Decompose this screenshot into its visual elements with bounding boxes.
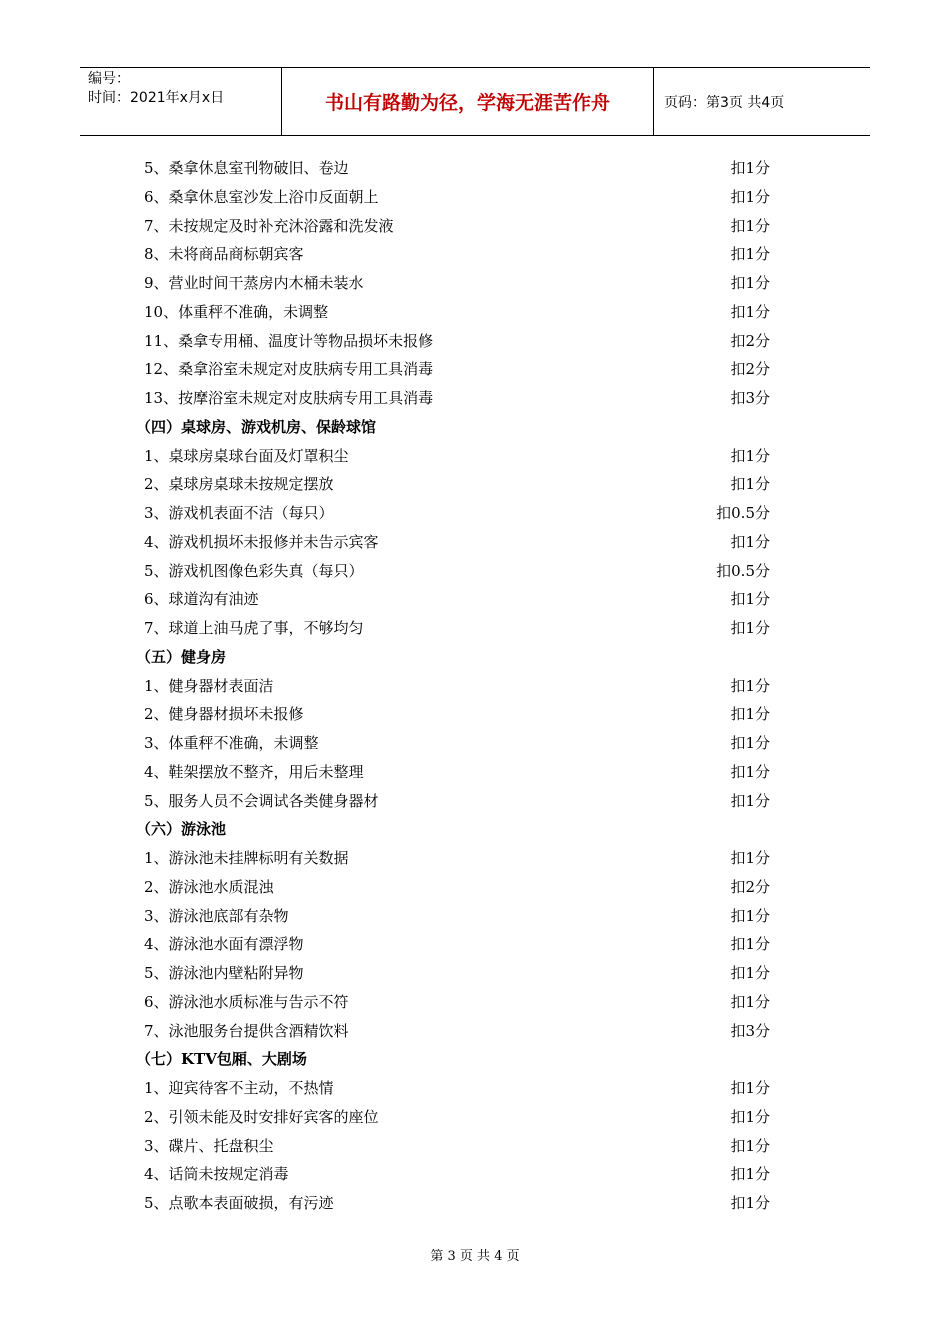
section-title: （七）KTV包厢、大剧场 (136, 1050, 307, 1069)
item-deduction: 扣1分 (730, 1194, 770, 1212)
item-deduction: 扣1分 (730, 216, 770, 235)
list-item (0, 557, 950, 586)
item-deduction: 扣1分 (730, 676, 770, 695)
item-text: 4、游泳池水面有漂浮物 (144, 935, 304, 954)
item-deduction: 扣1分 (730, 906, 770, 925)
list-item (0, 844, 950, 873)
item-text: 4、游戏机损坏未报修并未告示宾客 (144, 532, 379, 551)
item-text: 4、话筒未按规定消毒 (144, 1165, 289, 1184)
item-text: 13、按摩浴室未规定对皮肤病专用工具消毒 (144, 389, 434, 407)
item-text: 10、体重秤不准确，未调整 (144, 302, 329, 321)
item-deduction: 扣1分 (730, 274, 770, 292)
item-deduction: 扣1分 (730, 849, 770, 867)
item-deduction: 扣1分 (730, 1165, 770, 1184)
item-text: 5、游泳池内壁粘附异物 (144, 964, 304, 982)
item-text: 1、迎宾待客不主动，不热情 (144, 1079, 334, 1097)
item-deduction: 扣1分 (730, 446, 770, 465)
list-item (0, 787, 950, 816)
item-deduction: 扣1分 (730, 1079, 770, 1097)
list-item (0, 499, 950, 528)
item-deduction: 扣1分 (730, 1136, 770, 1155)
list-item (0, 700, 950, 729)
list-item (0, 758, 950, 787)
item-deduction: 扣1分 (730, 992, 770, 1011)
list-item (0, 873, 950, 902)
page-header (80, 67, 870, 136)
item-deduction: 扣1分 (730, 791, 770, 810)
list-item (0, 240, 950, 269)
item-deduction: 扣1分 (730, 734, 770, 752)
item-text: 2、桌球房桌球未按规定摆放 (144, 475, 334, 494)
item-text: 11、桑拿专用桶、温度计等物品损坏未报修 (144, 331, 434, 350)
item-text: 12、桑拿浴室未规定对皮肤病专用工具消毒 (144, 360, 434, 379)
item-deduction: 扣3分 (730, 389, 770, 407)
item-deduction: 扣3分 (730, 1021, 770, 1040)
item-text: 6、球道沟有油迹 (144, 590, 259, 609)
list-item (0, 470, 950, 499)
list-item (0, 1132, 950, 1161)
item-text: 7、球道上油马虎了事，不够均匀 (144, 619, 364, 637)
item-text: 3、游泳池底部有杂物 (144, 906, 289, 925)
page-label: 页码：第3页 共4页 (664, 94, 785, 111)
item-text: 3、游戏机表面不洁（每只） (144, 504, 334, 522)
list-item (0, 902, 950, 931)
list-item (0, 988, 950, 1017)
section-title: （六）游泳池 (136, 820, 227, 839)
deduction-list (0, 154, 950, 1218)
item-deduction: 扣1分 (730, 762, 770, 781)
list-item (0, 959, 950, 988)
item-text: 1、健身器材表面洁 (144, 676, 274, 695)
item-text: 2、健身器材损坏未报修 (144, 705, 304, 724)
list-item (0, 1189, 950, 1218)
section-heading (0, 643, 950, 672)
number-label: 编号： (88, 71, 130, 87)
header-info-cell (80, 68, 282, 135)
list-item (0, 614, 950, 643)
item-deduction: 扣2分 (730, 331, 770, 350)
list-item (0, 1074, 950, 1103)
item-text: 3、体重秤不准确，未调整 (144, 734, 319, 752)
item-deduction: 扣2分 (730, 360, 770, 379)
item-text: 6、游泳池水质标准与告示不符 (144, 992, 349, 1011)
list-item (0, 269, 950, 298)
item-text: 1、游泳池未挂牌标明有关数据 (144, 849, 349, 867)
item-text: 6、桑拿休息室沙发上浴巾反面朝上 (144, 187, 379, 206)
list-item (0, 729, 950, 758)
header-motto-cell (282, 68, 654, 135)
section-title: （四）桌球房、游戏机房、保龄球馆 (136, 417, 377, 436)
item-deduction: 扣1分 (730, 1107, 770, 1126)
footer-page-number: 第 3 页 共 4 页 (430, 1249, 520, 1264)
section-heading (0, 815, 950, 844)
item-text: 2、引领未能及时安排好宾客的座位 (144, 1107, 379, 1126)
item-text: 7、泳池服务台提供含酒精饮料 (144, 1021, 349, 1040)
list-item (0, 212, 950, 241)
item-deduction: 扣1分 (730, 619, 770, 637)
item-deduction: 扣1分 (730, 187, 770, 206)
list-item (0, 1160, 950, 1189)
header-page-cell (654, 68, 870, 135)
motto-text: 书山有路勤为径，学海无涯苦作舟 (324, 92, 610, 114)
item-deduction: 扣1分 (730, 159, 770, 177)
item-text: 2、游泳池水质混浊 (144, 877, 274, 896)
item-deduction: 扣1分 (730, 245, 770, 264)
item-text: 5、游戏机图像色彩失真（每只） (144, 561, 364, 580)
list-item (0, 154, 950, 183)
item-text: 9、营业时间干蒸房内木桶未装水 (144, 274, 364, 292)
page-footer (0, 1245, 950, 1264)
item-deduction: 扣0.5分 (716, 504, 770, 522)
item-deduction: 扣1分 (730, 532, 770, 551)
item-text: 5、服务人员不会调试各类健身器材 (144, 791, 379, 810)
item-deduction: 扣1分 (730, 705, 770, 724)
list-item (0, 930, 950, 959)
item-text: 8、未将商品商标朝宾客 (144, 245, 304, 264)
list-item (0, 585, 950, 614)
list-item (0, 384, 950, 413)
list-item (0, 672, 950, 701)
list-item (0, 183, 950, 212)
list-item (0, 327, 950, 356)
list-item (0, 355, 950, 384)
list-item (0, 528, 950, 557)
section-heading (0, 413, 950, 442)
section-title: （五）健身房 (136, 647, 227, 666)
section-heading (0, 1045, 950, 1074)
item-deduction: 扣1分 (730, 590, 770, 609)
date-label: 时间：2021年x月x日 (88, 90, 225, 106)
item-deduction: 扣2分 (730, 877, 770, 896)
list-item (0, 442, 950, 471)
item-deduction: 扣1分 (730, 935, 770, 954)
item-text: 5、桑拿休息室刊物破旧、卷边 (144, 159, 349, 177)
list-item (0, 1017, 950, 1046)
list-item (0, 1103, 950, 1132)
item-text: 4、鞋架摆放不整齐，用后未整理 (144, 762, 364, 781)
item-text: 5、点歌本表面破损，有污迹 (144, 1194, 334, 1212)
item-deduction: 扣1分 (730, 475, 770, 494)
item-text: 1、桌球房桌球台面及灯罩积尘 (144, 446, 349, 465)
item-deduction: 扣1分 (730, 302, 770, 321)
list-item (0, 298, 950, 327)
item-text: 3、碟片、托盘积尘 (144, 1136, 274, 1155)
item-deduction: 扣0.5分 (716, 561, 770, 580)
item-deduction: 扣1分 (730, 964, 770, 982)
item-text: 7、未按规定及时补充沐浴露和洗发液 (144, 216, 394, 235)
